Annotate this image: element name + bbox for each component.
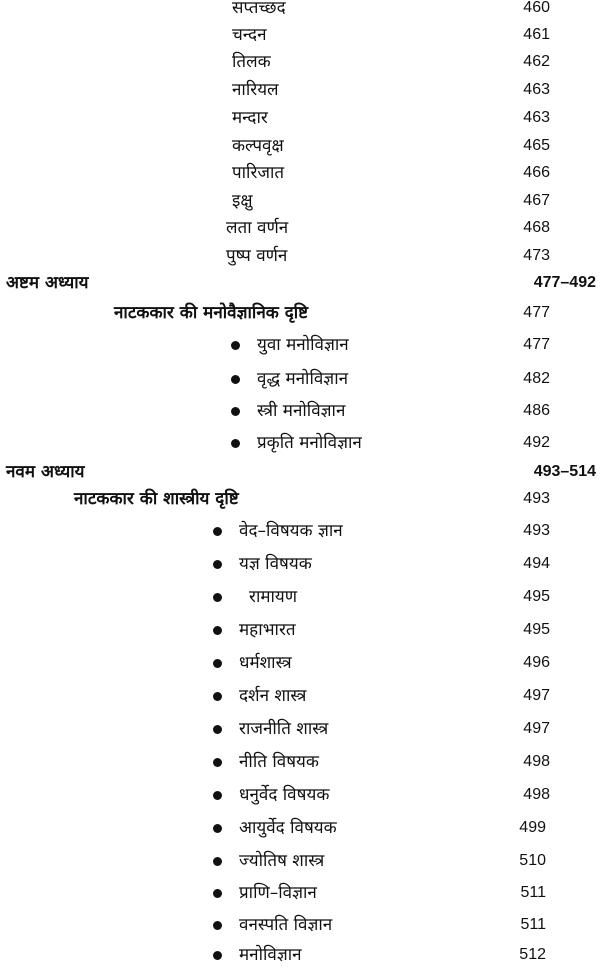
entry-page: 466: [523, 164, 550, 181]
entry-label: पुष्प वर्णन: [226, 246, 288, 266]
section-title: नाटककार की मनोवैज्ञानिक दृष्टि: [114, 303, 309, 323]
bullet-icon: [213, 921, 222, 930]
section-heading: [0, 488, 600, 516]
toc-entry: [0, 24, 600, 52]
entry-page: 498: [523, 786, 550, 803]
bullet-icon: [213, 889, 222, 898]
entry-label: राजनीति शास्त्र: [239, 719, 329, 739]
entry-page: 463: [523, 109, 550, 126]
bullet-icon: [213, 951, 222, 960]
entry-label: प्राणि–विज्ञान: [239, 883, 317, 903]
entry-label: मन्दार: [232, 108, 268, 128]
section-page: 493: [523, 490, 550, 507]
bullet-icon: [213, 824, 222, 833]
bullet-icon: [213, 560, 222, 569]
bullet-icon: [213, 593, 222, 602]
toc-entry: [0, 51, 600, 79]
toc-entry: [0, 586, 600, 614]
entry-label: युवा मनोविज्ञान: [257, 335, 349, 355]
toc-entry: [0, 190, 600, 218]
chapter-title: अष्टम अध्याय: [6, 273, 89, 293]
entry-page: 494: [523, 555, 550, 572]
entry-label: स्त्री मनोविज्ञान: [257, 401, 346, 421]
bullet-icon: [213, 758, 222, 767]
entry-page: 493: [523, 522, 550, 539]
toc-entry: [0, 619, 600, 647]
entry-page: 497: [523, 687, 550, 704]
entry-label: आयुर्वेद विषयक: [239, 818, 337, 838]
entry-page: 467: [523, 192, 550, 209]
entry-page: 482: [523, 370, 550, 387]
bullet-icon: [213, 791, 222, 800]
toc-entry: [0, 882, 600, 910]
toc-entry: [0, 817, 600, 845]
entry-label: कल्पवृक्ष: [232, 136, 284, 156]
entry-label: धनुर्वेद विषयक: [239, 785, 330, 805]
toc-entry: [0, 914, 600, 942]
entry-page: 511: [520, 916, 546, 933]
toc-entry: [0, 520, 600, 548]
entry-label: वृद्ध मनोविज्ञान: [257, 369, 349, 389]
bullet-icon: [231, 439, 240, 448]
entry-label: वनस्पति विज्ञान: [239, 915, 333, 935]
entry-label: ज्योतिष शास्त्र: [239, 851, 325, 871]
entry-label: वेद–विषयक ज्ञान: [239, 521, 343, 541]
bullet-icon: [231, 407, 240, 416]
entry-page: 461: [523, 26, 550, 43]
entry-label: लता वर्णन: [226, 218, 289, 238]
toc-entry: [0, 368, 600, 396]
toc-entry: [0, 400, 600, 428]
bullet-icon: [213, 527, 222, 536]
entry-page: 512: [519, 946, 546, 963]
toc-entry: [0, 334, 600, 362]
entry-label: दर्शन शास्त्र: [239, 686, 307, 706]
toc-entry: [0, 718, 600, 746]
entry-label: पारिजात: [232, 163, 285, 183]
section-heading: [0, 302, 600, 330]
toc-entry: [0, 850, 600, 878]
bullet-icon: [213, 857, 222, 866]
entry-label: महाभारत: [239, 620, 296, 640]
bullet-icon: [213, 692, 222, 701]
entry-label: चन्दन: [232, 25, 267, 45]
entry-label: मनोविज्ञान: [239, 945, 302, 965]
toc-entry: [0, 79, 600, 107]
toc-entry: [0, 553, 600, 581]
section-page: 477: [523, 304, 550, 321]
entry-page: 511: [520, 884, 546, 901]
entry-label: तिलक: [232, 52, 271, 72]
entry-label: धर्मशास्त्र: [239, 653, 292, 673]
entry-label: इक्षु: [232, 191, 253, 211]
entry-page: 495: [523, 621, 550, 638]
bullet-icon: [231, 341, 240, 350]
entry-page: 496: [523, 654, 550, 671]
entry-label: नीति विषयक: [239, 752, 319, 772]
toc-entry: [0, 784, 600, 812]
chapter-heading: [0, 461, 600, 489]
toc-entry: [0, 107, 600, 135]
bullet-icon: [231, 375, 240, 384]
section-title: नाटककार की शास्त्रीय दृष्टि: [74, 489, 239, 509]
entry-label: यज्ञ विषयक: [239, 554, 312, 574]
entry-page: 498: [523, 753, 550, 770]
chapter-page-range: 477–492: [533, 274, 596, 291]
toc-entry: [0, 944, 600, 972]
chapter-title: नवम अध्याय: [6, 462, 85, 482]
toc-entry: [0, 685, 600, 713]
chapter-heading: [0, 272, 600, 300]
entry-page: 499: [519, 819, 546, 836]
bullet-icon: [213, 725, 222, 734]
entry-label: नारियल: [232, 80, 279, 100]
entry-page: 465: [523, 137, 550, 154]
toc-entry: [0, 135, 600, 163]
entry-page: 497: [523, 720, 550, 737]
entry-page: 477: [523, 336, 550, 353]
toc-entry: [0, 162, 600, 190]
entry-page: 495: [523, 588, 550, 605]
bullet-icon: [213, 626, 222, 635]
entry-page: 463: [523, 81, 550, 98]
entry-page: 492: [523, 434, 550, 451]
bullet-icon: [213, 659, 222, 668]
entry-label: सप्तच्छद: [232, 0, 286, 18]
entry-label: रामायण: [249, 587, 298, 607]
toc-entry: [0, 652, 600, 680]
entry-page: 468: [523, 219, 550, 236]
entry-page: 486: [523, 402, 550, 419]
toc-entry: [0, 432, 600, 460]
entry-page: 473: [523, 247, 550, 264]
entry-label: प्रकृति मनोविज्ञान: [257, 433, 362, 453]
entry-page: 462: [523, 53, 550, 70]
entry-page: 510: [519, 852, 546, 869]
toc-entry: [0, 751, 600, 779]
toc-entry: [0, 0, 600, 25]
toc-entry: [0, 245, 600, 273]
chapter-page-range: 493–514: [533, 463, 596, 480]
toc-entry: [0, 217, 600, 245]
entry-page: 460: [523, 0, 550, 16]
